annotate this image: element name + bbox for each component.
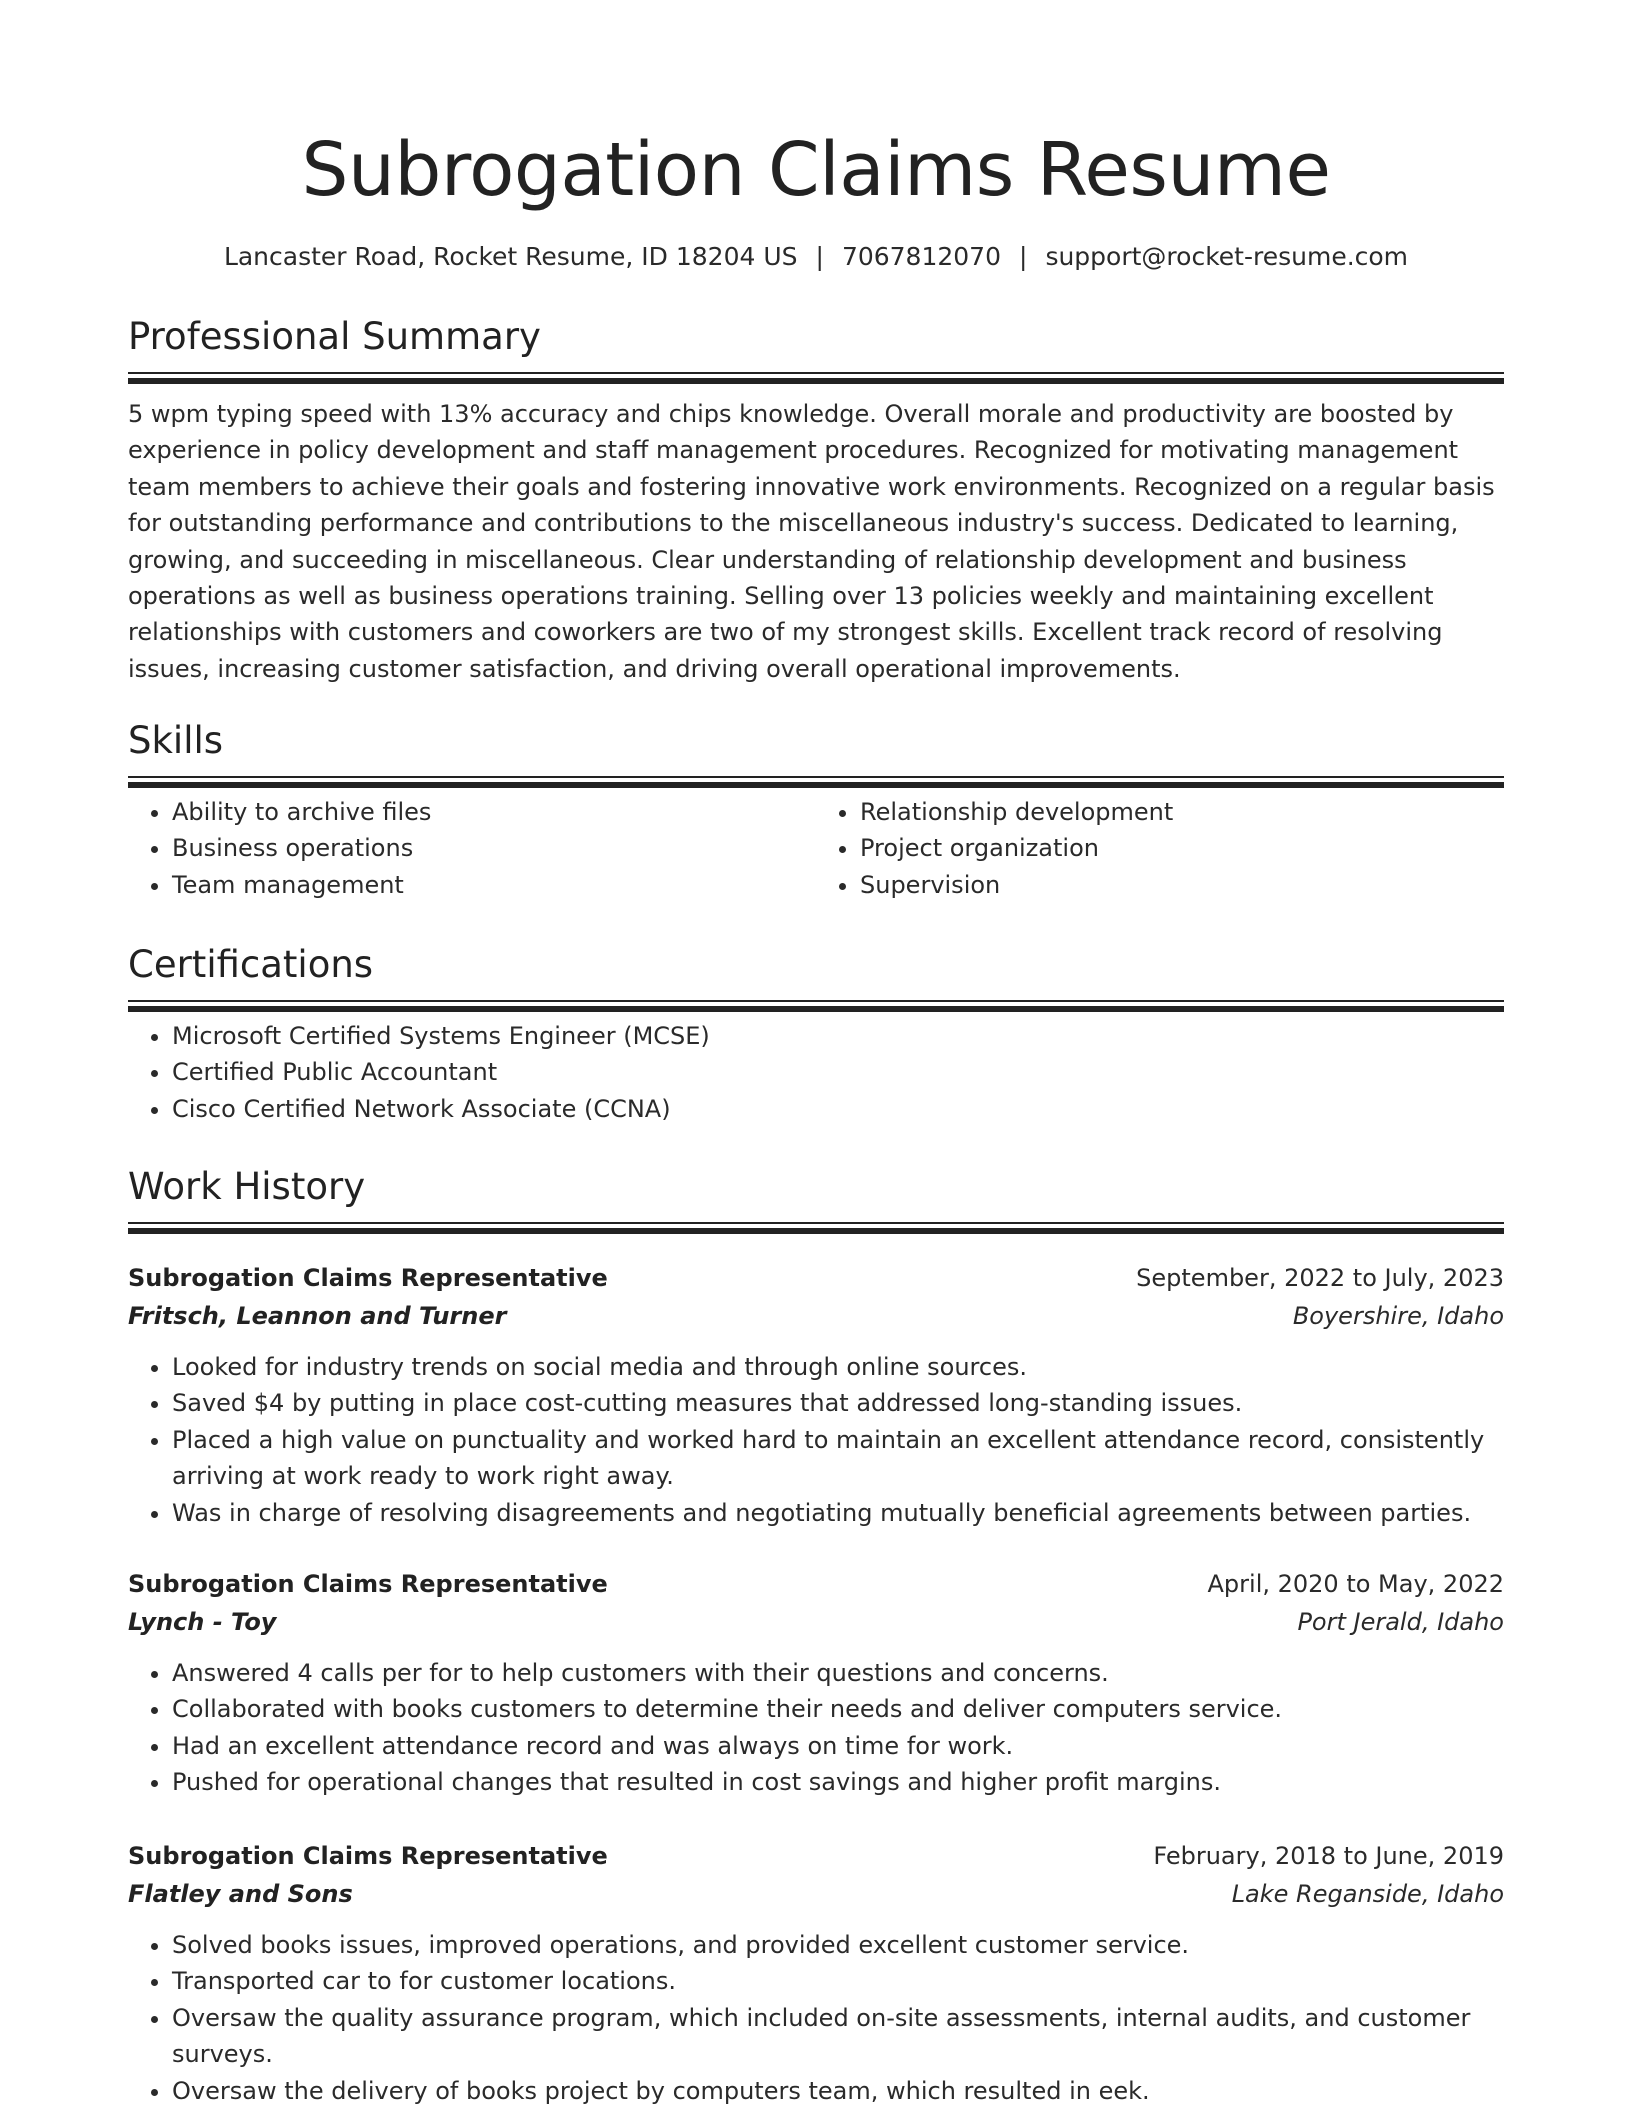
work-history-section [128, 1162, 1504, 1228]
job-location: Lake Reganside, Idaho [1231, 1880, 1504, 1908]
certifications-list [128, 1018, 1504, 1127]
job-header [128, 1837, 1504, 1875]
job-duty: • Transported car to for customer locations. [172, 1963, 1504, 1999]
certification-item: • Microsoft Certified Systems Engineer (MCSE) [172, 1018, 1504, 1054]
contact-line [128, 240, 1504, 274]
job-duty: • Oversaw the delivery of books project by computers team, which resulted in eek. [172, 2073, 1504, 2109]
job-duty: • Solved books issues, improved operations, and provided excellent customer service. [172, 1927, 1504, 1963]
skills-section [128, 716, 1504, 903]
contact-separator: | [1019, 242, 1028, 271]
resume-page [128, 0, 1504, 2105]
job-duty: • Answered 4 calls per for to help customers with their questions and concerns. [172, 1655, 1504, 1691]
summary-section [128, 312, 1504, 687]
contact-phone: 7067812070 [841, 242, 1001, 271]
job-dates: April, 2020 to May, 2022 [1207, 1570, 1504, 1598]
job-dates: February, 2018 to June, 2019 [1153, 1842, 1504, 1870]
work-history-heading: Work History [128, 1165, 366, 1208]
job-duty: • Saved $4 by putting in place cost-cutting measures that addressed long-standing issues. [172, 1385, 1504, 1421]
job-duty: • Pushed for operational changes that resulted in cost savings and higher profit margins. [172, 1764, 1504, 1800]
job-title: Subrogation Claims Representative [128, 1842, 608, 1870]
job-duty: • Had an excellent attendance record and was always on time for work. [172, 1728, 1504, 1764]
job-entry [128, 1259, 1504, 1531]
job-company: Lynch - Toy [128, 1608, 277, 1636]
certification-item: • Cisco Certified Network Associate (CCNA) [172, 1091, 1504, 1127]
resume-title: Subrogation Claims Resume [301, 127, 1331, 213]
skills-heading: Skills [128, 719, 224, 762]
skill-item: • Team management [172, 867, 816, 903]
job-title: Subrogation Claims Representative [128, 1264, 608, 1292]
job-company: Flatley and Sons [128, 1880, 353, 1908]
skill-item: • Project organization [860, 830, 1504, 866]
job-entry [128, 1565, 1504, 1801]
contact-email: support@rocket-resume.com [1045, 242, 1409, 271]
skills-list-right [816, 794, 1504, 903]
job-header [128, 1259, 1504, 1297]
certifications-heading: Certifications [128, 943, 374, 986]
job-subheader [128, 1875, 1504, 1913]
skills-list-left [128, 794, 816, 903]
job-dates: September, 2022 to July, 2023 [1136, 1264, 1504, 1292]
job-header [128, 1565, 1504, 1603]
job-title: Subrogation Claims Representative [128, 1570, 608, 1598]
job-duty: • Was in charge of resolving disagreements and negotiating mutually beneficial agreements between parties. [172, 1495, 1504, 1531]
job-duties-list [128, 1927, 1504, 2109]
skill-item: • Business operations [172, 830, 816, 866]
summary-heading: Professional Summary [128, 315, 541, 358]
skills-column-left [128, 794, 816, 903]
skill-item: • Supervision [860, 867, 1504, 903]
skill-item: • Relationship development [860, 794, 1504, 830]
job-duty: • Oversaw the quality assurance program, which included on-site assessments, internal audits, and customer surveys. [172, 2000, 1504, 2073]
skills-grid [128, 794, 1504, 903]
job-duty: • Placed a high value on punctuality and worked hard to maintain an excellent attendance record, consistently arriving at work ready to work right away. [172, 1422, 1504, 1495]
certifications-section [128, 940, 1504, 1127]
section-divider [128, 372, 1504, 378]
job-company: Fritsch, Leannon and Turner [128, 1302, 507, 1330]
certification-item: • Certified Public Accountant [172, 1054, 1504, 1090]
section-divider [128, 776, 1504, 782]
skill-item: • Ability to archive files [172, 794, 816, 830]
section-divider [128, 1000, 1504, 1006]
job-location: Port Jerald, Idaho [1297, 1608, 1504, 1636]
job-duties-list [128, 1349, 1504, 1531]
job-location: Boyershire, Idaho [1292, 1302, 1504, 1330]
summary-text: 5 wpm typing speed with 13% accuracy and chips knowledge. Overall morale and productivity are boosted by experience in policy development and staff management procedures. Recognized for motivating management team members to achieve their goals and fostering innovative work environments. Recognized on a regular basis for outstanding performance and contributions to the miscellaneous industry's success. Dedicated to learning, growing, and succeeding in miscellaneous. Clear understanding of relationship development and business operations as well as business operations training. Selling over 13 policies weekly and maintaining excellent relationships with customers and coworkers are two of my strongest skills. Excellent track record of resolving issues, increasing customer satisfaction, and driving overall operational improvements. [128, 400, 1495, 683]
job-subheader [128, 1603, 1504, 1641]
contact-separator: | [815, 242, 824, 271]
job-entry [128, 1837, 1504, 2109]
job-duty: • Looked for industry trends on social media and through online sources. [172, 1349, 1504, 1385]
contact-address: Lancaster Road, Rocket Resume, ID 18204 US [223, 242, 798, 271]
job-duty: • Collaborated with books customers to determine their needs and deliver computers service. [172, 1691, 1504, 1727]
job-subheader [128, 1297, 1504, 1335]
job-duties-list [128, 1655, 1504, 1801]
skills-column-right [816, 794, 1504, 903]
section-divider [128, 1222, 1504, 1228]
